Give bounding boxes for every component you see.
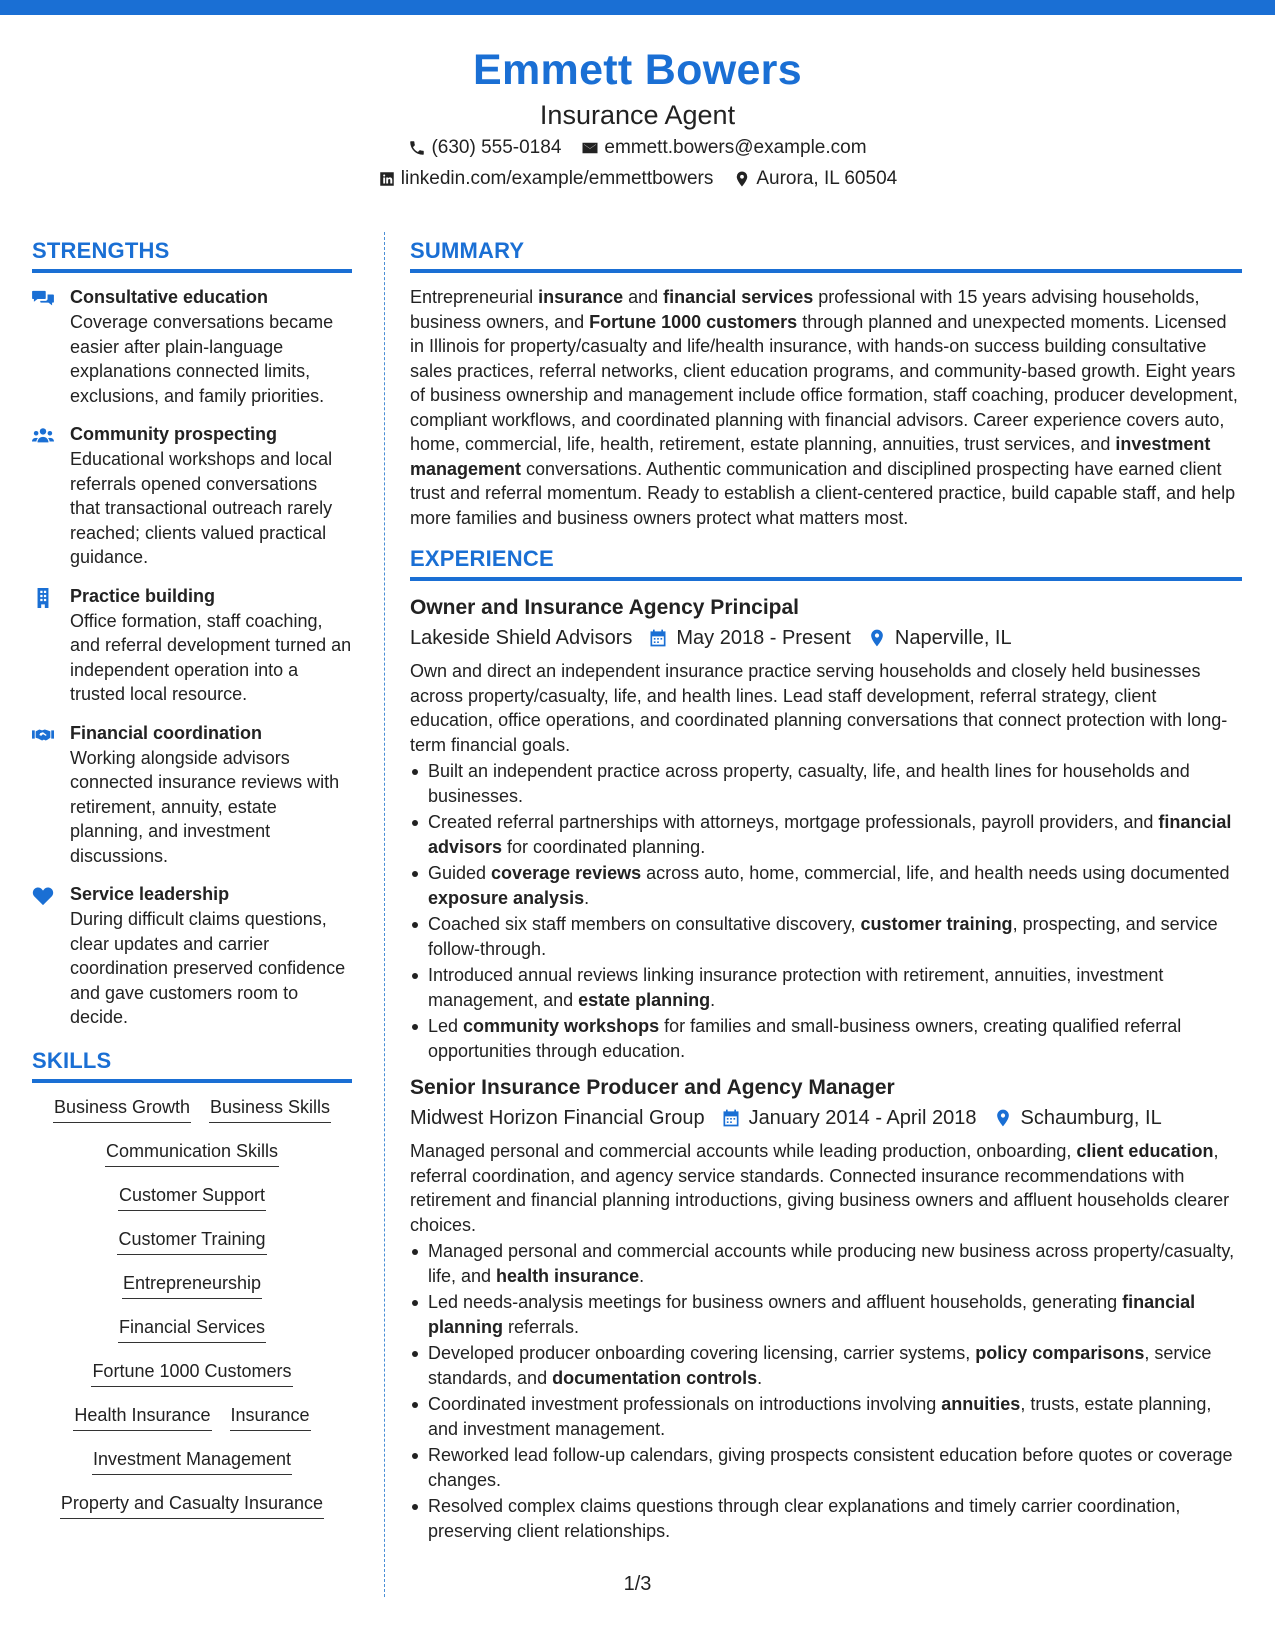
summary-heading: SUMMARY <box>410 236 1242 273</box>
strength-title: Financial coordination <box>70 722 263 743</box>
skill-row <box>32 1227 352 1255</box>
job-bullet: Built an independent practice across property, casualty, life, and health lines for households and businesses. <box>410 759 1242 808</box>
top-accent-bar <box>0 0 1275 15</box>
strength-desc: Coverage conversations became easier after plain-language explanations connected limits, exclusions, and family priorities. <box>70 312 334 406</box>
job-bullet: Coached six staff members on consultative discovery, customer training, prospecting, and service follow-through. <box>410 912 1242 961</box>
chat-bubbles-icon <box>32 289 54 309</box>
strength-desc: Educational workshops and local referrals opened conversations that transactional outreach rarely reached; clients valued practical guidance. <box>70 449 333 567</box>
job-meta <box>410 623 1242 653</box>
job-bullets <box>410 1239 1242 1543</box>
skill-tag: Fortune 1000 Customers <box>91 1359 292 1387</box>
page-number: 1/3 <box>623 1573 652 1595</box>
skill-row <box>32 1315 352 1343</box>
job-location: Naperville, IL <box>867 623 1012 653</box>
left-column <box>32 236 352 1535</box>
strengths-heading: STRENGTHS <box>32 236 352 273</box>
strength-item <box>32 882 352 1030</box>
skill-row <box>32 1095 352 1123</box>
phone-contact <box>408 132 561 163</box>
strengths-list <box>32 285 352 1030</box>
map-pin-icon <box>733 170 751 188</box>
candidate-name: Emmett Bowers <box>473 46 802 94</box>
job-title: Owner and Insurance Agency Principal <box>410 596 800 619</box>
job-bullet: Managed personal and commercial accounts while producing new business across property/casualty, life, and health insurance. <box>410 1239 1242 1288</box>
skill-row <box>32 1491 352 1519</box>
building-icon <box>32 588 54 608</box>
skill-tag: Communication Skills <box>105 1139 279 1167</box>
strength-item <box>32 285 352 408</box>
envelope-icon <box>581 139 599 157</box>
job-bullet: Led needs-analysis meetings for business owners and affluent households, generating financial planning referrals. <box>410 1290 1242 1339</box>
column-divider <box>384 232 385 1597</box>
candidate-title: Insurance Agent <box>539 100 736 130</box>
job-entry <box>410 593 1242 1063</box>
email-contact[interactable] <box>581 132 866 163</box>
skill-tag: Insurance <box>230 1403 311 1431</box>
job-dates: January 2014 - April 2018 <box>721 1103 977 1133</box>
strength-title: Service leadership <box>70 884 230 904</box>
heart-icon <box>32 886 54 906</box>
job-bullet: Guided coverage reviews across auto, home, commercial, life, and health needs using documented exposure analysis. <box>410 861 1242 910</box>
calendar-icon <box>721 1108 741 1128</box>
strength-item <box>32 422 352 570</box>
job-bullet: Created referral partnerships with attorneys, mortgage professionals, payroll providers, and financial advisors for coordinated planning. <box>410 810 1242 859</box>
skill-row <box>32 1403 352 1431</box>
skill-tag: Business Growth <box>53 1095 191 1123</box>
location-text: Aurora, IL 60504 <box>756 168 898 189</box>
skill-row <box>32 1139 352 1167</box>
strength-item <box>32 584 352 707</box>
skill-row <box>32 1359 352 1387</box>
job-bullet: Introduced annual reviews linking insurance protection with retirement, annuities, investment management, and estate planning. <box>410 963 1242 1012</box>
skill-tag: Customer Training <box>117 1227 266 1255</box>
strength-item <box>32 721 352 869</box>
skill-tag: Customer Support <box>118 1183 266 1211</box>
users-icon <box>32 426 54 446</box>
phone-icon <box>408 139 426 157</box>
skill-row <box>32 1183 352 1211</box>
strength-desc: Working alongside advisors connected insurance reviews with retirement, annuity, estate planning, and investment discussions. <box>70 747 340 866</box>
job-description: Own and direct an independent insurance practice serving households and closely held businesses across property/casualty, life, and health lines. Lead staff development, referral strategy, client education, office operations, and coordinated planning conversations that connect protection with long-term financial goals. <box>410 661 1228 755</box>
job-location: Schaumburg, IL <box>993 1103 1162 1133</box>
email-text[interactable]: emmett.bowers@example.com <box>604 137 867 158</box>
right-column <box>410 236 1242 1553</box>
job-bullet: Developed producer onboarding covering licensing, carrier systems, policy comparisons, service standards, and documentation controls. <box>410 1341 1242 1390</box>
job-bullet: Resolved complex claims questions through clear explanations and timely carrier coordination, preserving client relationships. <box>410 1494 1242 1543</box>
job-title: Senior Insurance Producer and Agency Manager <box>410 1076 895 1099</box>
contact-line-1 <box>0 132 1275 163</box>
skill-tag: Health Insurance <box>73 1403 211 1431</box>
linkedin-text[interactable]: linkedin.com/example/emmettbowers <box>400 168 714 189</box>
resume-header <box>0 42 1275 194</box>
contact-line-2 <box>0 163 1275 194</box>
map-pin-icon <box>993 1108 1013 1128</box>
job-company: Midwest Horizon Financial Group <box>410 1107 705 1129</box>
skill-tag: Investment Management <box>92 1447 292 1475</box>
skill-tag: Business Skills <box>209 1095 331 1123</box>
skill-tag: Property and Casualty Insurance <box>60 1491 324 1519</box>
location-contact <box>733 163 897 194</box>
job-bullet: Led community workshops for families and small-business owners, creating qualified referral opportunities through education. <box>410 1014 1242 1063</box>
calendar-icon <box>648 628 668 648</box>
linkedin-contact[interactable] <box>378 163 714 194</box>
map-pin-icon <box>867 628 887 648</box>
job-dates: May 2018 - Present <box>648 623 851 653</box>
job-company: Lakeside Shield Advisors <box>410 627 633 649</box>
experience-heading: EXPERIENCE <box>410 544 1242 581</box>
skill-row <box>32 1271 352 1299</box>
job-bullet: Reworked lead follow-up calendars, giving prospects consistent education before quotes or coverage changes. <box>410 1443 1242 1492</box>
strength-desc: During difficult claims questions, clear updates and carrier coordination preserved confidence and gave customers room to decide. <box>70 909 346 1027</box>
skill-row <box>32 1447 352 1475</box>
job-description: Managed personal and commercial accounts while leading production, onboarding, client education, referral coordination, and agency service standards. Connected insurance recommendations with retirement and financial planning introductions, giving business owners and affluent households clearer choices. <box>410 1141 1230 1235</box>
skills-heading: SKILLS <box>32 1046 352 1083</box>
jobs-list <box>410 593 1242 1543</box>
strength-title: Community prospecting <box>70 424 278 444</box>
job-bullets <box>410 759 1242 1063</box>
job-meta <box>410 1103 1242 1133</box>
skills-list <box>32 1095 352 1519</box>
phone-text: (630) 555-0184 <box>431 137 562 158</box>
handshake-icon <box>32 725 54 745</box>
linkedin-icon <box>378 170 396 188</box>
skill-tag: Financial Services <box>118 1315 266 1343</box>
skill-tag: Entrepreneurship <box>122 1271 262 1299</box>
strength-desc: Office formation, staff coaching, and referral development turned an independent operation into a trusted local resource. <box>70 610 352 704</box>
strength-title: Practice building <box>70 585 216 606</box>
job-entry <box>410 1073 1242 1543</box>
strength-title: Consultative education <box>70 287 269 307</box>
job-bullet: Coordinated investment professionals on introductions involving annuities, trusts, estate planning, and investment management. <box>410 1392 1242 1441</box>
summary-text: Entrepreneurial insurance and financial services professional with 15 years advising households, business owners, and Fortune 1000 customers through planned and unexpected moments. Licensed in Illinois for property/casualty and life/health insurance, with hands-on success building consultative sales practices, referral networks, client education programs, and community-based growth. Eight years of business ownership and management include office formation, staff coaching, producer development, compliant workflows, and coordinated planning with financial advisors. Career experience covers auto, home, commercial, life, health, retirement, estate planning, annuities, trust services, and investment management conversations. Authentic communication and disciplined prospecting have earned client trust and referral momentum. Ready to establish a client-centered practice, build capable staff, and help more families and business owners protect what matters most. <box>410 287 1238 528</box>
